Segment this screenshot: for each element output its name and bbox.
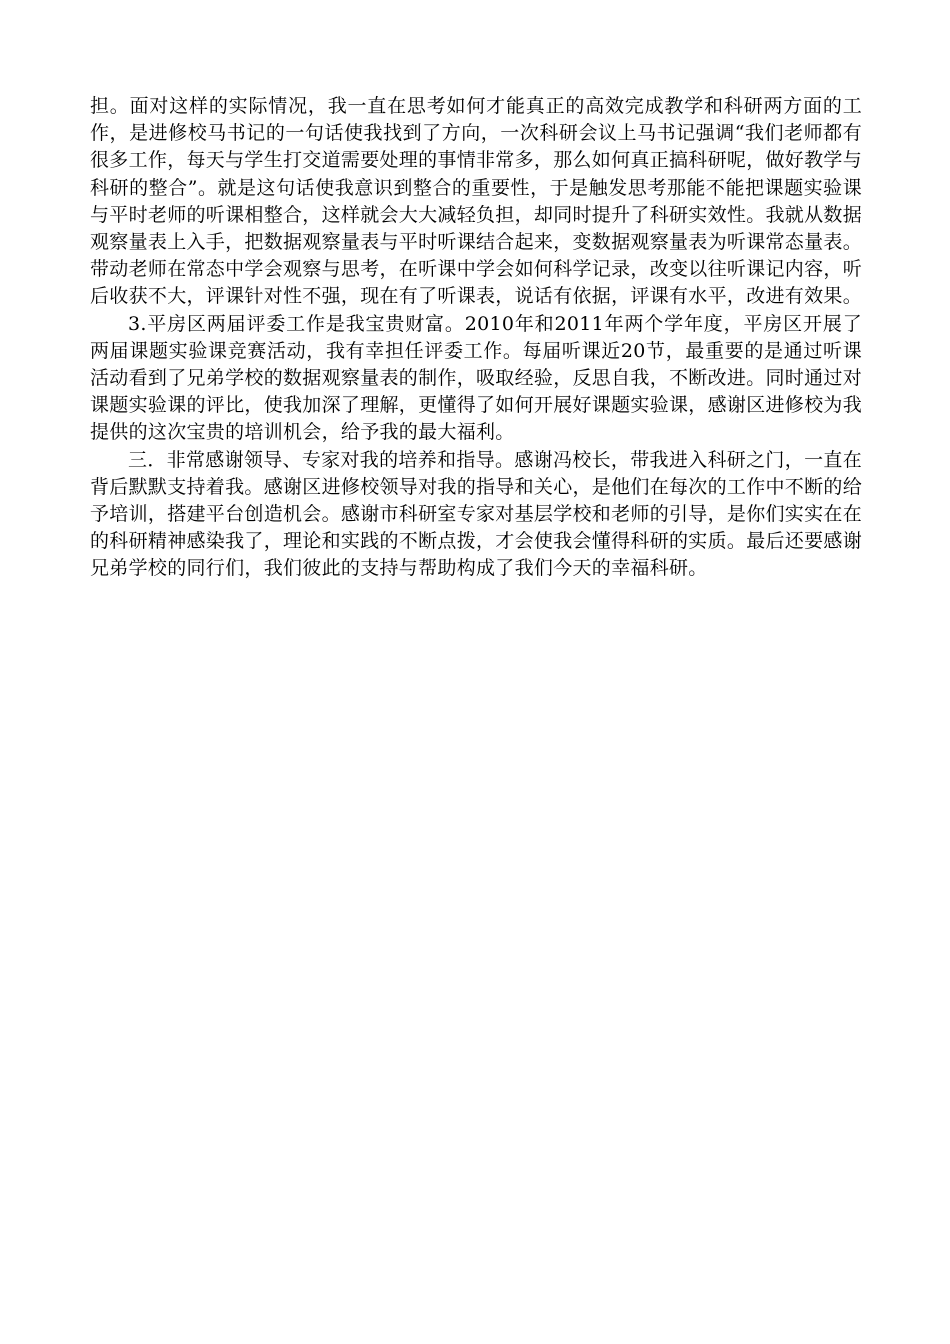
paragraph-judging-experience: 3.平房区两届评委工作是我宝贵财富。2010年和2011年两个学年度，平房区开展了两届课题实验课竞赛活动，我有幸担任评委工作。每届听课近20节，最重要的是通过听课活动看到了兄弟学校的数据观察量表的制作，吸取经验，反思自我，不断改进。同时通过对课题实验课的评比，使我加深了理解，更懂得了如何开展好课题实验课，感谢区进修校为我提供的这次宝贵的培训机会，给予我的最大福利。 <box>90 312 863 444</box>
paragraph-continuation: 担。面对这样的实际情况，我一直在思考如何才能真正的高效完成教学和科研两方面的工作，是进修校马书记的一句话使我找到了方向，一次科研会议上马书记强调“我们老师都有很多工作，每天与学生打交道需要处理的事情非常多，那么如何真正搞科研呢，做好教学与科研的整合”。就是这句话使我意识到整合的重要性，于是触发思考那能不能把课题实验课与平时老师的听课相整合，这样就会大大减轻负担，却同时提升了科研实效性。我就从数据观察量表上入手，把数据观察量表与平时听课结合起来，变数据观察量表为听课常态量表。带动老师在常态中学会观察与思考，在听课中学会如何科学记录，改变以往听课记内容，听后收获不大，评课针对性不强，现在有了听课表，说话有依据，评课有水平，改进有效果。 <box>90 95 863 308</box>
paragraph-acknowledgements: 三．非常感谢领导、专家对我的培养和指导。感谢冯校长，带我进入科研之门，一直在背后默默支持着我。感谢区进修校领导对我的指导和关心，是他们在每次的工作中不断的给予培训，搭建平台创造机会。感谢市科研室专家对基层学校和老师的引导，是你们实实在在的科研精神感染我了，理论和实践的不断点拨，才会使我会懂得科研的实质。最后还要感谢兄弟学校的同行们，我们彼此的支持与帮助构成了我们今天的幸福科研。 <box>90 448 863 580</box>
document-page <box>90 93 862 583</box>
